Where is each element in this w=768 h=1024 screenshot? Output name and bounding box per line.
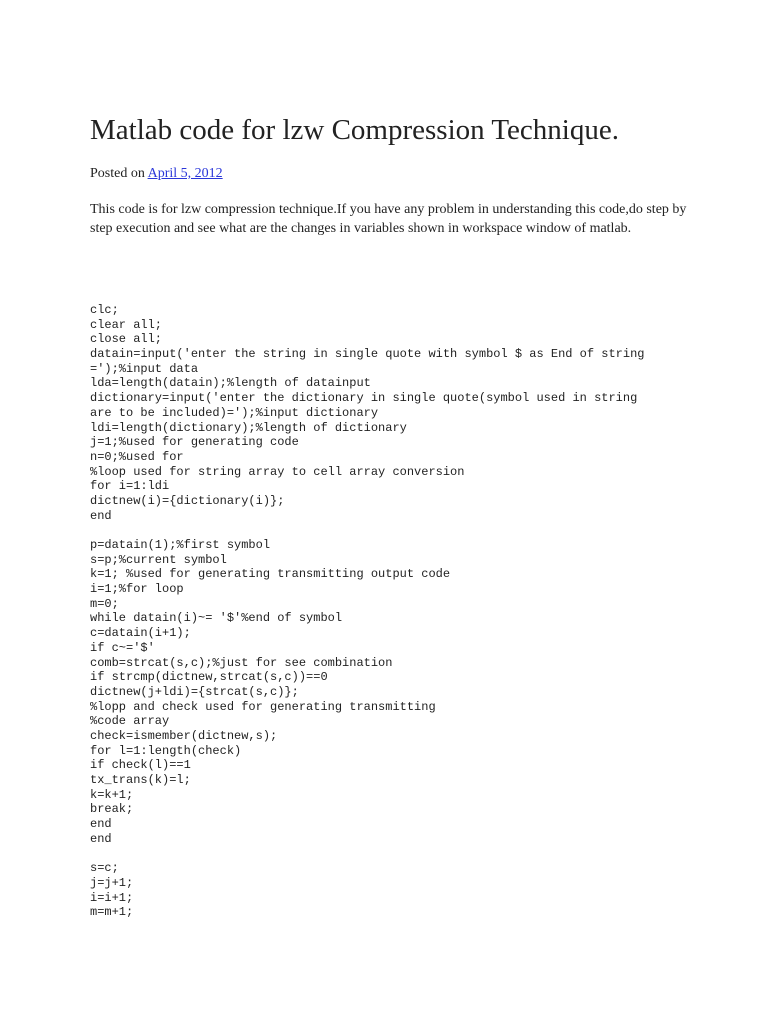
code-line: %code array [90, 714, 170, 729]
code-line: c=datain(i+1); [90, 626, 191, 641]
code-block [90, 303, 645, 920]
code-line: if c~='$' [90, 640, 155, 655]
code-blank-line [90, 523, 645, 538]
code-line: m=0; [90, 596, 119, 611]
code-line: are to be included)=');%input dictionary [90, 405, 379, 420]
code-line: for i=1:ldi [90, 479, 170, 494]
code-line: if check(l)==1 [90, 758, 191, 773]
code-line: =');%input data [90, 361, 199, 376]
code-line: k=k+1; [90, 787, 134, 802]
code-line: k=1; %used for generating transmitting output code [90, 567, 451, 582]
post-date-link[interactable]: April 5, 2012 [147, 166, 223, 181]
code-line: for l=1:length(check) [90, 743, 242, 758]
code-line: n=0;%used for [90, 449, 184, 464]
code-blank-line [90, 846, 645, 861]
code-line: while datain(i)~= '$'%end of symbol [90, 611, 343, 626]
post-meta [90, 164, 223, 184]
page-title: Matlab code for lzw Compression Technique. [90, 114, 619, 146]
code-line: tx_trans(k)=l; [90, 773, 191, 787]
code-line: clc; [90, 303, 119, 317]
code-line: dictionary=input('enter the dictionary in single quote(symbol used in string [90, 391, 638, 406]
code-line: s=c; [90, 861, 119, 876]
code-line: end [90, 817, 112, 832]
code-line: s=p;%current symbol [90, 552, 227, 567]
code-line: lda=length(datain);%length of datainput [90, 376, 371, 391]
code-line: %lopp and check used for generating transmitting [90, 699, 436, 714]
code-line: comb=strcat(s,c);%just for see combination [90, 655, 393, 670]
code-line: break; [90, 802, 134, 817]
code-line: i=i+1; [90, 890, 134, 905]
code-line: m=m+1; [90, 905, 134, 920]
code-line: %loop used for string array to cell array conversion [90, 464, 465, 479]
code-line: end [90, 508, 112, 523]
code-line: datain=input('enter the string in single quote with symbol $ as End of string [90, 347, 645, 362]
code-line: dictnew(i)={dictionary(i)}; [90, 493, 285, 508]
code-line: j=1;%used for generating code [90, 435, 299, 450]
posted-on-label: Posted on [90, 166, 145, 181]
code-line: close all; [90, 332, 163, 347]
code-line: i=1;%for loop [90, 582, 184, 597]
code-line: ldi=length(dictionary);%length of dictionary [90, 420, 407, 435]
code-line: j=j+1; [90, 875, 134, 890]
code-line: p=datain(1);%first symbol [90, 538, 271, 552]
intro-paragraph: This code is for lzw compression technique.If you have any problem in understanding this code,do step by step execution and see what are the changes in variables shown in workspace window of matlab. [90, 202, 687, 236]
code-line: clear all; [90, 317, 163, 332]
code-line: check=ismember(dictnew,s); [90, 728, 278, 743]
code-line: if strcmp(dictnew,strcat(s,c))==0 [90, 670, 328, 685]
code-line: dictnew(j+ldi)={strcat(s,c)}; [90, 684, 299, 699]
code-line: end [90, 831, 112, 846]
